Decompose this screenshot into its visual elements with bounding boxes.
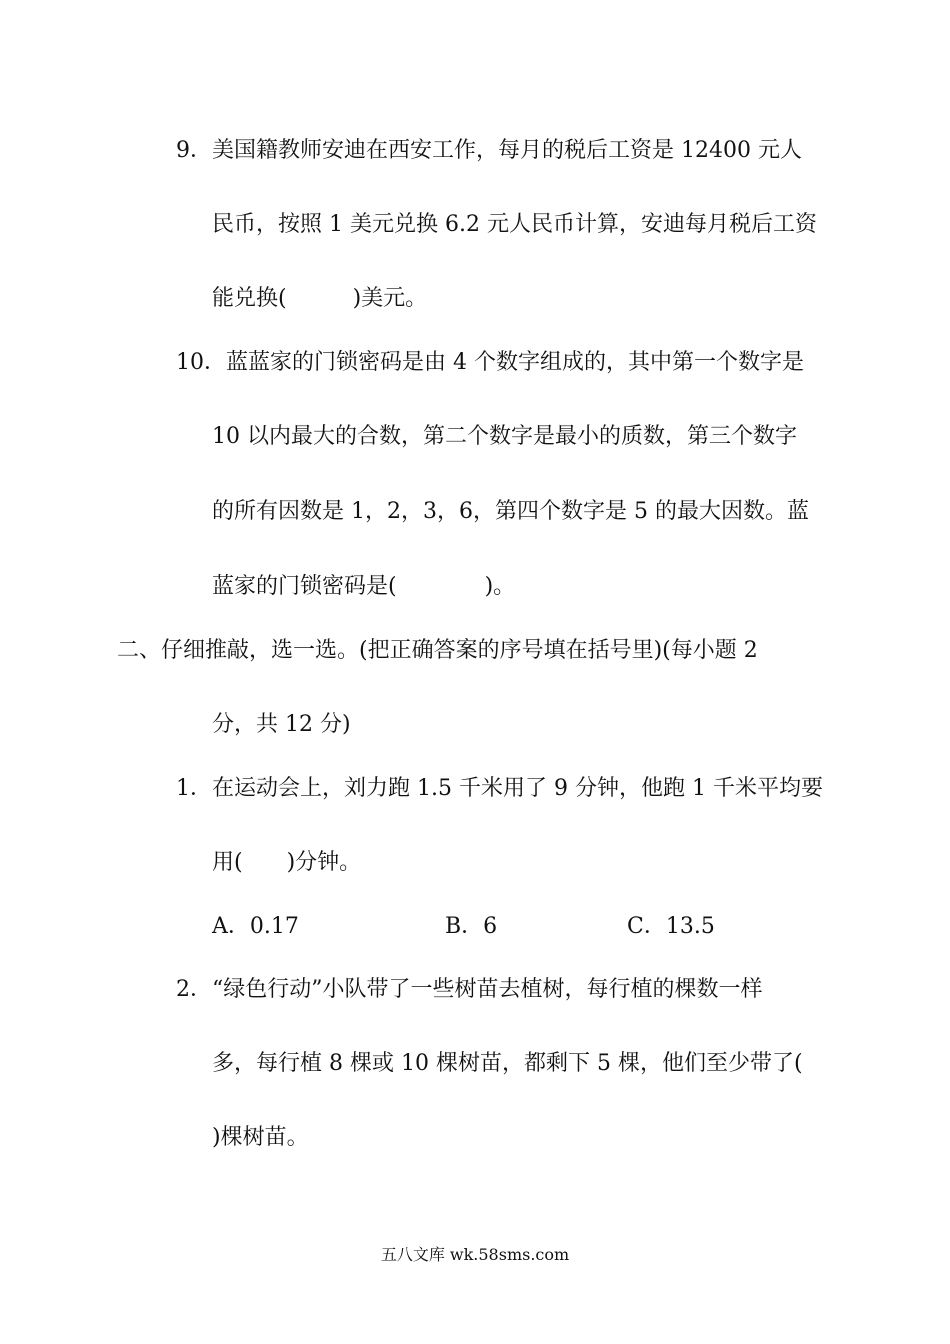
q9-line-2: 民币，按照 1 美元兑换 6.2 元人民币计算，安迪每月税后工资 [212,212,817,237]
q10-line-3: 的所有因数是 1，2，3，6，第四个数字是 5 的最大因数。蓝 [212,499,809,524]
s2q1-option-c: C．13.5 [627,914,715,939]
s2q2-line-3: )棵树苗。 [212,1125,309,1150]
footer-watermark: 五八文库 wk.58sms.com [380,1245,570,1264]
s2q1-option-b: B．6 [445,914,498,939]
s2q2-line-1: 2．“绿色行动”小队带了一些树苗去植树，每行植的棵数一样 [176,977,763,1002]
section-2-heading: 二、仔细推敲，选一选。(把正确答案的序号填在括号里)(每小题 2 [117,638,758,663]
s2q2-line-2: 多，每行植 8 棵或 10 棵树苗，都剩下 5 棵，他们至少带了( [212,1051,803,1076]
section-2-heading-cont: 分，共 12 分) [212,712,351,737]
s2q1-line-1: 1．在运动会上，刘力跑 1.5 千米用了 9 分钟，他跑 1 千米平均要 [176,776,823,801]
q10-line-2: 10 以内最大的合数，第二个数字是最小的质数，第三个数字 [212,424,797,449]
q9-line-1: 9．美国籍教师安迪在西安工作，每月的税后工资是 12400 元人 [176,138,802,163]
q10-line-4: 蓝家的门锁密码是( )。 [212,574,516,599]
q9-line-3: 能兑换( )美元。 [212,286,428,311]
s2q1-line-2: 用( )分钟。 [212,850,362,875]
q10-line-1: 10．蓝蓝家的门锁密码是由 4 个数字组成的，其中第一个数字是 [176,350,804,375]
s2q1-option-a: A．0.17 [212,914,299,939]
